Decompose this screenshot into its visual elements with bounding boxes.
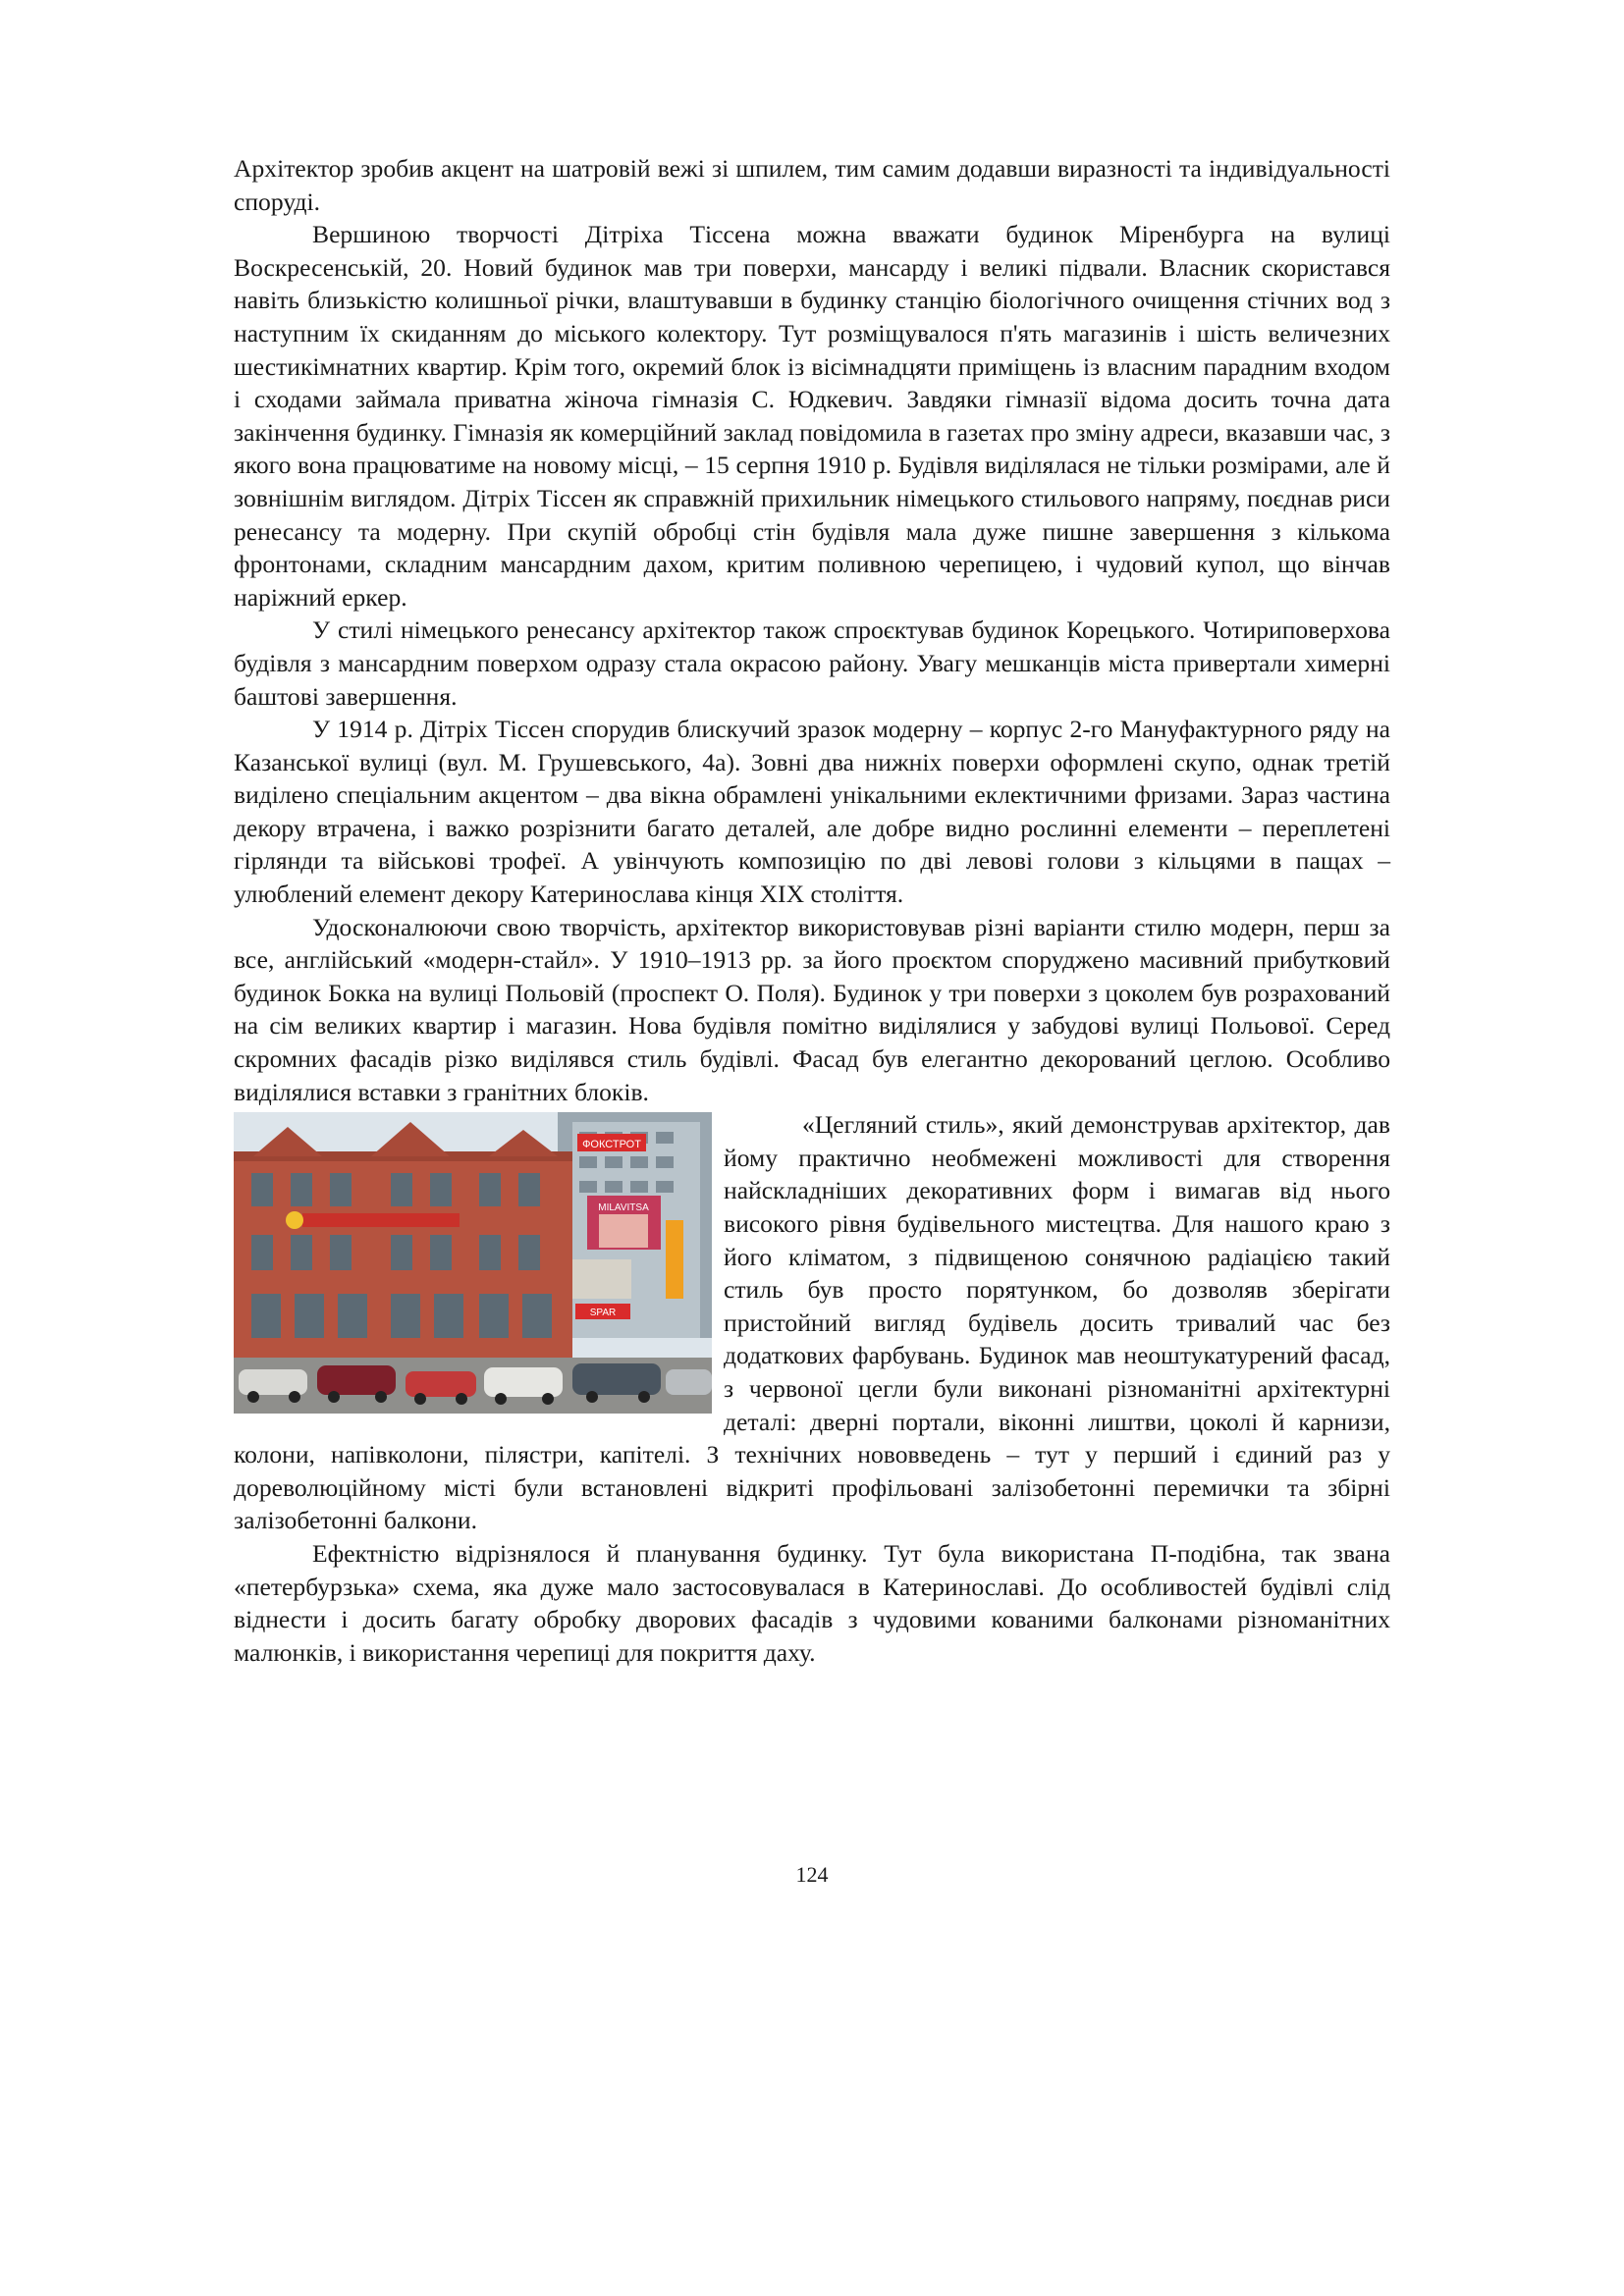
paragraph-7: Ефектністю відрізнялося й планування будинку. Тут була використана П-подібна, так звана «петербурзька» схема, яка дуже мало застосовувалася в Катеринославі. До особливостей будівлі слід віднести і досить багату обробку дворових фасадів з чудовими кованими балконами різноманітних малюнків, і використання черепиці для покриття даху. [234,1538,1390,1667]
paragraph-6: «Цегляний стиль», який демонстрував архітектор, дав йому практично необмежені можливості для створення найскладніших декоративних форм і вимагав від нього високого рівня будівельного мистецтва. Для нашого краю з його кліматом, з підвищеною сонячною радіацією такий стиль був просто порятунком, бо дозволяв зберігати пристойний вигляд будівель досить тривалий час без додаткових фарбувань. Будинок мав неоштукатурений фасад, з червоної цегли були виконані різноманітні архітектурні деталі: дверні портали, віконні лиштви, цоколі й карнизи, колони, напівколони, пілястри, капітелі. З технічних нововведень – тут у перший і єдиний раз у дореволюційному місті були встановлені відкриті профільовані залізобетонні перемички та збірні залізобетонні балкони. [234,1110,1390,1535]
sign-foxtrot: ФОКСТРОТ [582,1139,641,1151]
paragraph-5: Удосконалюючи свою творчість, архітектор використовував різні варіанти стилю модерн, перш за все, англійський «модерн-стайл». У 1910–1913 рр. за його проєктом споруджено масивний прибутковий будинок Бокка на вулиці Польовій (проспект О. Поля). Будинок у три поверхи з цоколем був розрахований на сім великих квартир і магазин. Нова будівля помітно виділялися у забудові вулиці Польової. Серед скромних фасадів різко виділявся стиль будівлі. Фасад був елегантно декорований цеглою. Особливо виділялися вставки з гранітних блоків. [234,912,1390,1106]
building-photo-illustration [234,1112,712,1414]
sign-spar: SPAR [589,1308,617,1319]
sign-milavitsa: MILAVITSA [598,1202,649,1214]
paragraph-4: У 1914 р. Дітріх Тіссен спорудив блискучий зразок модерну – корпус 2-го Мануфактурного ряду на Казанської вулиці (вул. М. Грушевського, 4а). Зовні два нижніх поверхи оформлені скупо, однак третій виділено спеціальним акцентом – два вікна обрамлені унікальними еклектичними фризами. Зараз частина декору втрачена, і важко розрізнити багато деталей, але добре видно рослинні елементи – переплетені гірлянди та військові трофеї. А увінчують композицію по дві левові голови з кільцями в пащах – улюблений елемент декору Катеринослава кінця XIX століття. [234,715,1390,909]
building-photo [234,1112,712,1414]
paragraph-2: Вершиною творчості Дітріха Тіссена можна вважати будинок Міренбурга на вулиці Воскресенській, 20. Новий будинок мав три поверхи, мансарду і великі підвали. Власник скористався навіть близькістю колишньої річки, влаштувавши в будинку станцію біологічного очищення стічних вод з наступним їх скиданням до міського колектору. Тут розміщувалося п'ять магазинів і шість величезних шестикімнатних квартир. Крім того, окремий блок із вісімнадцяти приміщень із власним парадним входом і сходами займала приватна жіноча гімназія С. Юдкевич. Завдяки гімназії відома досить точна дата закінчення будинку. Гімназія як комерційний заклад повідомила в газетах про зміну адреси, вказавши час, з якого вона працюватиме на новому місці, – 15 серпня 1910 р. Будівля виділялася не тільки розмірами, але й зовнішнім виглядом. Дітріх Тіссен як справжній прихильник німецького стильового напряму, поєднав риси ренесансу та модерну. При скупій обробці стін будівля мала дуже пишне завершення з кількома фронтонами, складним мансардним дахом, критим поливною черепицею, і чудовий купол, що вінчав наріжний еркер. [234,220,1390,612]
document-page [234,152,1390,1669]
paragraph-1: Архітектор зробив акцент на шатровій вежі зі шпилем, тим самим додавши виразності та індивідуальності споруді. [234,154,1390,216]
page-number: 124 [795,1862,829,1887]
paragraph-3: У стилі німецького ренесансу архітектор також спроєктував будинок Корецького. Чотириповерхова будівля з мансардним поверхом одразу стала окрасою району. Увагу мешканців міста привертали химерні баштові завершення. [234,615,1390,711]
